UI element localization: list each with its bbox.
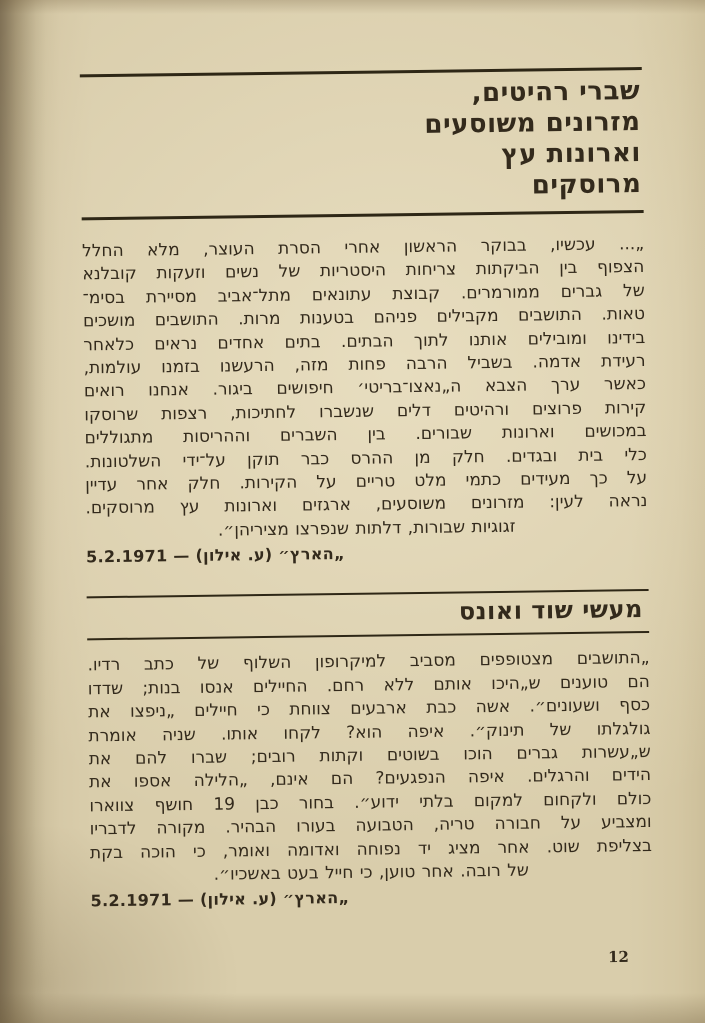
text-line: וארונות עץ [501, 138, 642, 170]
text-line: כלי בית ובגדים. חלק מן ההרס כבר תוקן על־ידי השלטונות. [84, 444, 647, 473]
text-line: כולם ולקחום למקום בלתי ידוע״. בחור כבן 19 חושף צווארו [89, 788, 652, 817]
gutter-shadow-overlay [0, 0, 46, 1023]
article-1-attribution: „הארץ״ (ע. אילון) — 5.2.1971 [85, 544, 345, 567]
article-2-attribution: „הארץ״ (ע. אילון) — 5.2.1971 [90, 888, 350, 911]
text-line: כאשר ערך הצבא ה„נאצו־בריטי׳ חיפושים ביגור. אנחנו רואים [83, 374, 647, 402]
page-content [79, 0, 653, 911]
article-2-headline: מעשי שוד ואונס [87, 589, 650, 640]
text-line: מזרונים משוסעים [424, 107, 641, 140]
text-line: מרוסקים [531, 169, 642, 201]
text-line: הצפוף בין הביקתות צריחות היסטריות של נשים וזעקות קובלנא [82, 257, 645, 285]
text-line: הם טוענים ש„היכו אותם ללא רחם. החיילים אנסו בנות; שדדו [87, 671, 650, 700]
article-2-body [87, 647, 652, 888]
text-line: בידינו ומובילים אותנו לתוך הבתים. בתים אחדים נראים כלאחר [83, 327, 646, 355]
text-line: טאות. התושבים מקבילים פניהם בטענות מרות. התושבים מושכים [82, 304, 646, 332]
text-line: קירות פרוצים ורהיטים דלים שנשברו לחתיכות, רצפות שרוסקו [84, 397, 647, 426]
text-line: על כך מעידים כתמי מלט טריים על הקירות. חלק אחר עדיין [85, 468, 648, 496]
text-line: במכושים וארונות שבורים. בין השברים וההריסות מתגוללים [84, 421, 647, 449]
text-line: של רובה. אחר טוען, כי חייל בעט באשכיו״. [213, 860, 529, 885]
article-1-body [82, 233, 648, 545]
text-line: „התושבים מצטופפים מסביב למיקרופון השלוף של כתב רדיו. [87, 648, 650, 676]
text-line: ומצביע על חבורה טריה, הטבועה בעורו הבהיר. מקורה לדבריו [89, 812, 652, 840]
text-line: שברי רהיטים, [471, 76, 641, 109]
text-line: של גברים ממורמרים. קבוצת עתונאים מתל־אביב מסיירת בסימ־ [82, 280, 645, 309]
text-line: בצליפת שוט. אחר מציג יד נפוחה ואדומה ואומר, כי הוכה בקת [89, 835, 653, 863]
text-line: גולגלתו של תינוק״. איפה הוא? לקחו אותו. שניה אומרת [88, 718, 651, 746]
text-line: זגוגיות שבורות, דלתות שנפרצו מציריהן״. [217, 516, 516, 541]
text-line: כסף ושעונים״. אשה כבת ארבעים צווחת כי חיילים „ניפצו את [88, 695, 651, 723]
text-line: נראה לעין: מזרונים משוסעים, ארגזים וארונות עץ מרוסקים. [85, 491, 648, 519]
article-1-headline [80, 67, 644, 220]
text-line: ש„עשרות גברים הוכו בשוטים וקתות רובים; שברו להם את [88, 741, 651, 770]
text-line: הידים והרגלים. איפה הנפגעים? הם אינם, „הלילה אספו את [88, 765, 652, 793]
page-number: 12 [607, 947, 629, 967]
text-line: רעידת אדמה. בשביל הרבה פחות מזה, הרעשנו בזמנו עולמות, [83, 351, 646, 379]
text-line: „... עכשיו, בבוקר הראשון אחרי הסרת העוצר, מלא החלל [81, 234, 645, 262]
